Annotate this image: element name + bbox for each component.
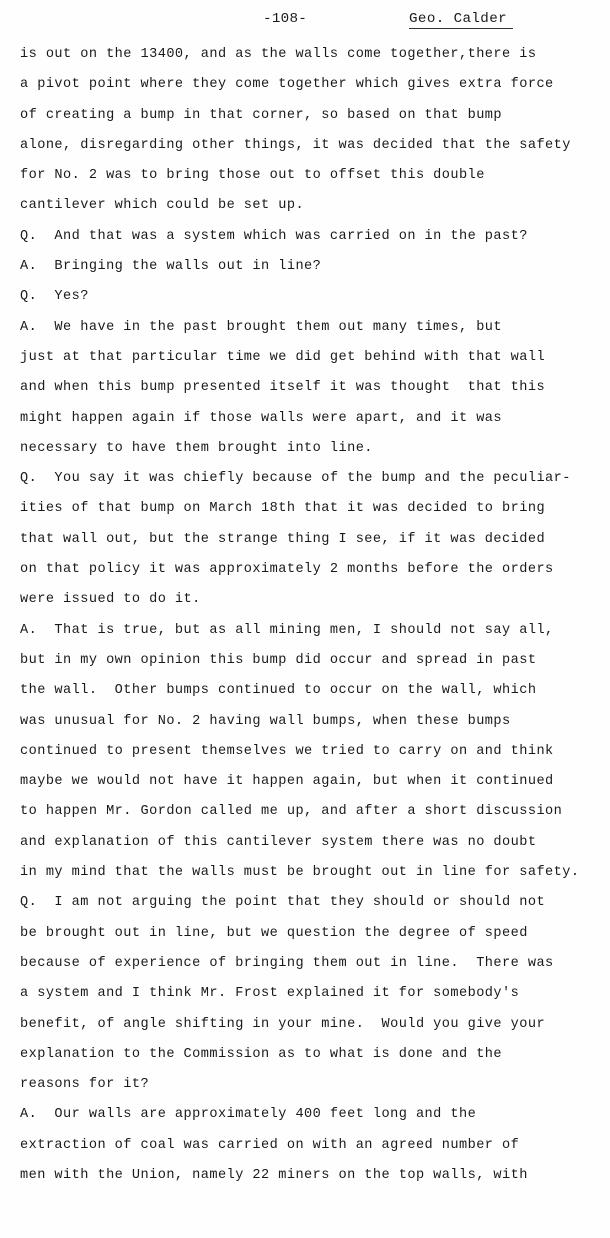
question-line: Q. You say it was chiefly because of the bump and the peculiar- <box>20 471 571 487</box>
page-header <box>0 11 610 33</box>
transcript-line: for No. 2 was to bring those out to offset this double <box>20 168 485 184</box>
transcript-line: men with the Union, namely 22 miners on the top walls, with <box>20 1167 528 1183</box>
transcript-line: cantilever which could be set up. <box>20 198 305 214</box>
answer-line: A. We have in the past brought them out many times, but <box>20 319 503 335</box>
transcript-line: maybe we would not have it happen again, but when it continued <box>20 774 554 790</box>
answer-line: A. That is true, but as all mining men, I should not say all, <box>20 622 554 638</box>
question-line: Q. Yes? <box>20 289 89 305</box>
transcript-line: that wall out, but the strange thing I see, if it was decided <box>20 531 546 547</box>
transcript-line: were issued to do it. <box>20 592 201 608</box>
answer-line: A. Bringing the walls out in line? <box>20 259 322 275</box>
transcript-line: might happen again if those walls were apart, and it was <box>20 410 503 426</box>
transcript-line: the wall. Other bumps continued to occur on the wall, which <box>20 683 537 699</box>
transcript-line: continued to present themselves we tried to carry on and think <box>20 743 554 759</box>
transcript-line: ities of that bump on March 18th that it was decided to bring <box>20 501 546 517</box>
transcript-line: be brought out in line, but we question the degree of speed <box>20 925 528 941</box>
transcript-line: benefit, of angle shifting in your mine. Would you give your <box>20 1016 546 1032</box>
witness-name: Geo. Calder <box>409 11 513 29</box>
transcript-line: just at that particular time we did get behind with that wall <box>20 349 546 365</box>
transcript-line: and when this bump presented itself it was thought that this <box>20 380 546 396</box>
transcript-line: extraction of coal was carried on with an agreed number of <box>20 1137 520 1153</box>
transcript-line: in my mind that the walls must be brought out in line for safety. <box>20 865 580 881</box>
transcript-line: was unusual for No. 2 having wall bumps, when these bumps <box>20 713 511 729</box>
transcript-line: of creating a bump in that corner, so based on that bump <box>20 107 503 123</box>
transcript-line: a pivot point where they come together which gives extra force <box>20 77 554 93</box>
answer-line: A. Our walls are approximately 400 feet long and the <box>20 1107 477 1123</box>
transcript-line: necessary to have them brought into line. <box>20 440 373 456</box>
transcript-line: to happen Mr. Gordon called me up, and after a short discussion <box>20 804 563 820</box>
transcript-line: reasons for it? <box>20 1077 150 1093</box>
transcript-line: on that policy it was approximately 2 months before the orders <box>20 562 554 578</box>
question-line: Q. And that was a system which was carried on in the past? <box>20 228 528 244</box>
transcript-line: explanation to the Commission as to what is done and the <box>20 1046 503 1062</box>
transcript-line: but in my own opinion this bump did occur and spread in past <box>20 652 537 668</box>
page-number: -108- <box>263 11 308 27</box>
question-line: Q. I am not arguing the point that they should or should not <box>20 895 546 911</box>
transcript-line: and explanation of this cantilever system there was no doubt <box>20 834 537 850</box>
transcript-line: is out on the 13400, and as the walls come together,there is <box>20 47 537 62</box>
transcript-line: a system and I think Mr. Frost explained it for somebody's <box>20 986 520 1002</box>
transcript-line: alone, disregarding other things, it was decided that the safety <box>20 137 571 153</box>
transcript-body <box>20 40 610 1191</box>
transcript-line: because of experience of bringing them out in line. There was <box>20 955 554 971</box>
